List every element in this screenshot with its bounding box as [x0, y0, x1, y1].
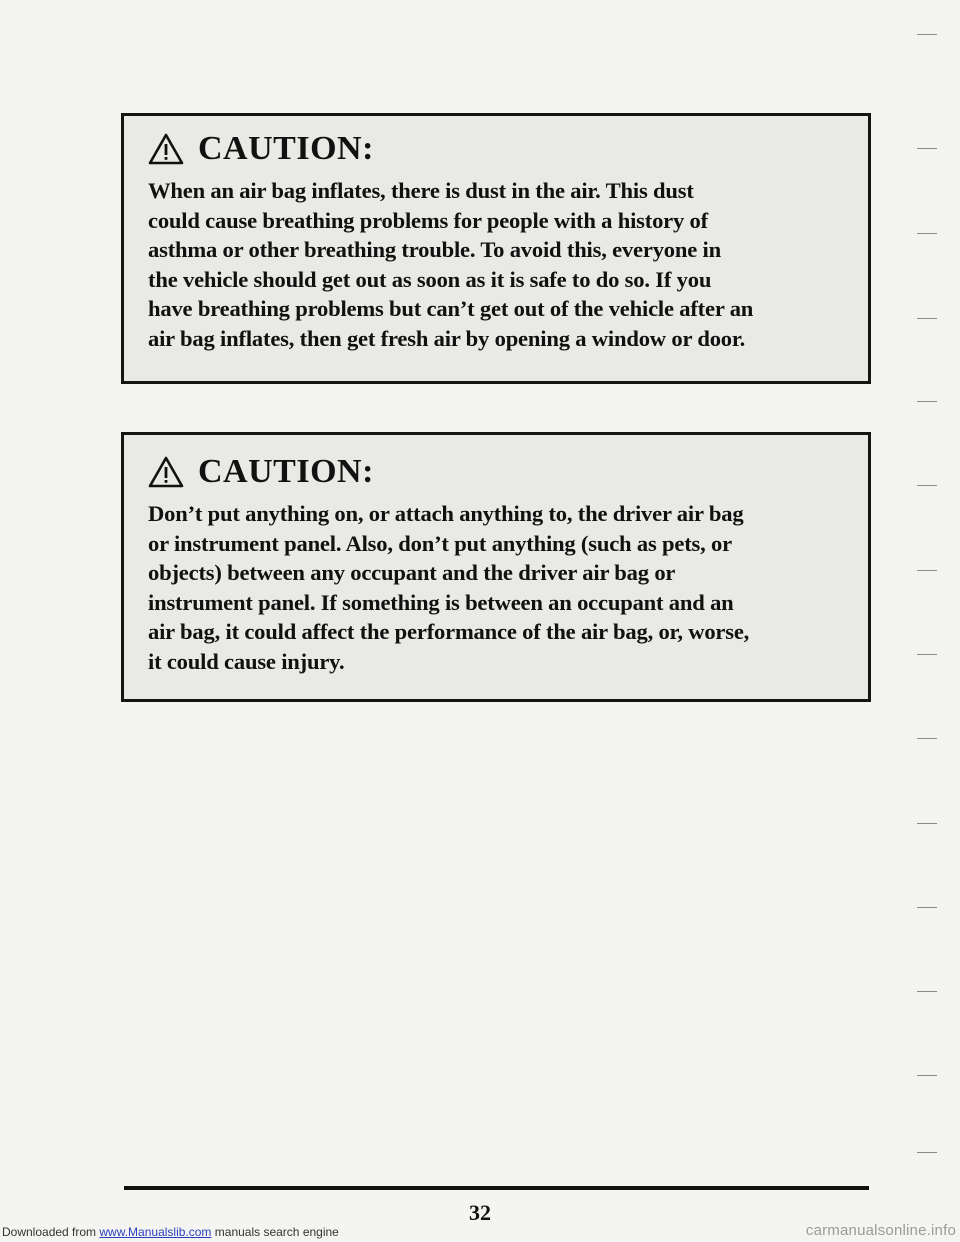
caution-line: air bag, it could affect the performance of the air bag, or, worse, [148, 619, 750, 644]
bottom-rule [124, 1186, 869, 1190]
warning-triangle-icon [148, 456, 184, 488]
footer-prefix: Downloaded from [2, 1225, 100, 1239]
page-number: 32 [469, 1200, 491, 1225]
caution-title: CAUTION: [198, 130, 374, 167]
download-footer [2, 1225, 339, 1239]
manualslib-link[interactable]: www.Manualslib.com [99, 1225, 212, 1239]
caution-line: could cause breathing problems for people with a history of [148, 207, 708, 233]
caution-line: asthma or other breathing trouble. To avoid this, everyone in [148, 237, 721, 262]
caution-line: have breathing problems but can’t get out of the vehicle after an [148, 296, 754, 321]
caution-line: When an air bag inflates, there is dust in the air. This dust [148, 178, 694, 203]
footer-suffix: manuals search engine [211, 1225, 339, 1239]
caution-line: objects) between any occupant and the driver air bag or [148, 560, 676, 585]
caution-box-dust [121, 113, 871, 384]
caution-line: the vehicle should get out as soon as it is safe to do so. If you [148, 266, 712, 292]
caution-body [148, 499, 848, 676]
caution-title: CAUTION: [198, 453, 374, 490]
caution-body [148, 176, 848, 353]
caution-line: it could cause injury. [148, 648, 345, 674]
warning-triangle-icon [148, 133, 184, 165]
caution-box-objects [121, 432, 871, 702]
caution-header [148, 130, 848, 168]
caution-header [148, 453, 848, 491]
caution-line: instrument panel. If something is between an occupant and an [148, 589, 734, 615]
caution-line: or instrument panel. Also, don’t put anything (such as pets, or [148, 530, 732, 556]
page-edge-marks [905, 30, 945, 1180]
caution-line: Don’t put anything on, or attach anything to, the driver air bag [148, 501, 744, 526]
watermark: carmanualsonline.info [805, 1222, 956, 1239]
caution-line: air bag inflates, then get fresh air by opening a window or door. [148, 325, 746, 351]
